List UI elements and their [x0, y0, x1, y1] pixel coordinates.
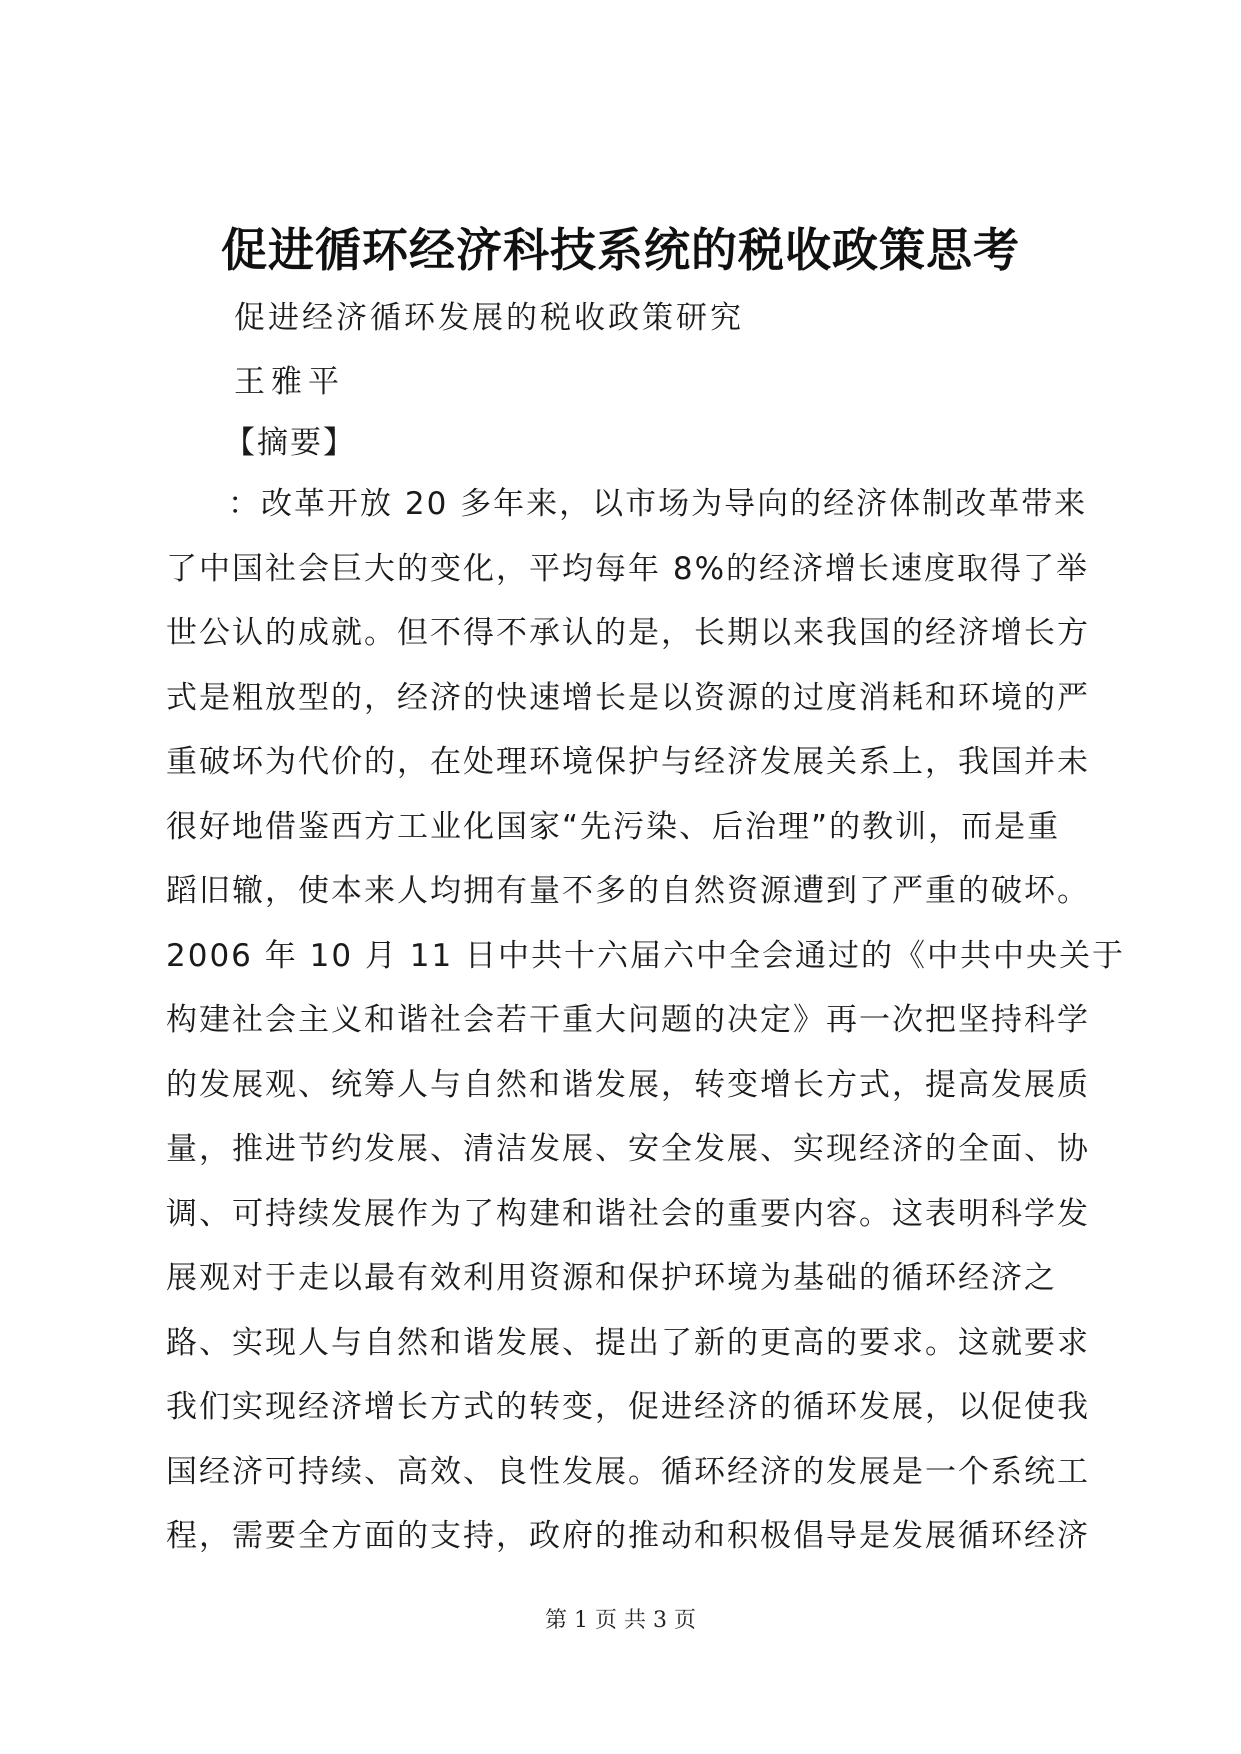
body-line: 路、实现人与自然和谐发展、提出了新的更高的要求。这就要求	[166, 1324, 1090, 1361]
body-line: 的发展观、统筹人与自然和谐发展，转变增长方式，提高发展质	[166, 1066, 1090, 1103]
body-line: 量，推进节约发展、清洁发展、安全发展、实现经济的全面、协	[166, 1131, 1090, 1167]
abstract-body	[166, 484, 1126, 1581]
body-line: 2006 年 10 月 11 日中共十六届六中全会通过的《中共中央关于	[166, 937, 1126, 974]
body-line: 调、可持续发展作为了构建和谐社会的重要内容。这表明科学发	[166, 1195, 1090, 1232]
body-line: 构建社会主义和谐社会若干重大问题的决定》再一次把坚持科学	[166, 1002, 1090, 1038]
abstract-heading: 【摘要】	[224, 425, 356, 461]
body-line: 很好地借鉴西方工业化国家“先污染、后治理”的教训，而是重	[166, 808, 1061, 845]
document-title: 促进循环经济科技系统的税收政策思考	[221, 223, 1020, 277]
page-number-footer: 第 1 页 共 3 页	[545, 1608, 696, 1633]
author-name: 王雅平	[234, 364, 345, 400]
document-subtitle: 促进经济循环发展的税收政策研究	[234, 300, 744, 336]
body-line: 展观对于走以最有效利用资源和保护环境为基础的循环经济之	[166, 1260, 1057, 1296]
body-line: 我们实现经济增长方式的转变，促进经济的循环发展，以促使我	[166, 1389, 1090, 1425]
body-line: 了中国社会巨大的变化，平均每年 8%的经济增长速度取得了举	[166, 550, 1090, 587]
body-line: 蹈旧辙，使本来人均拥有量不多的自然资源遭到了严重的破坏。	[166, 873, 1090, 909]
body-line: 重破坏为代价的，在处理环境保护与经济发展关系上，我国并未	[166, 744, 1090, 780]
body-line: ：改革开放 20 多年来，以市场为导向的经济体制改革带来	[228, 486, 1088, 522]
body-line: 世公认的成就。但不得不承认的是，长期以来我国的经济增长方	[166, 615, 1090, 651]
body-line: 式是粗放型的，经济的快速增长是以资源的过度消耗和环境的严	[166, 679, 1090, 716]
body-line: 国经济可持续、高效、良性发展。循环经济的发展是一个系统工	[166, 1453, 1090, 1490]
body-line: 程，需要全方面的支持，政府的推动和积极倡导是发展循环经济	[166, 1518, 1090, 1554]
